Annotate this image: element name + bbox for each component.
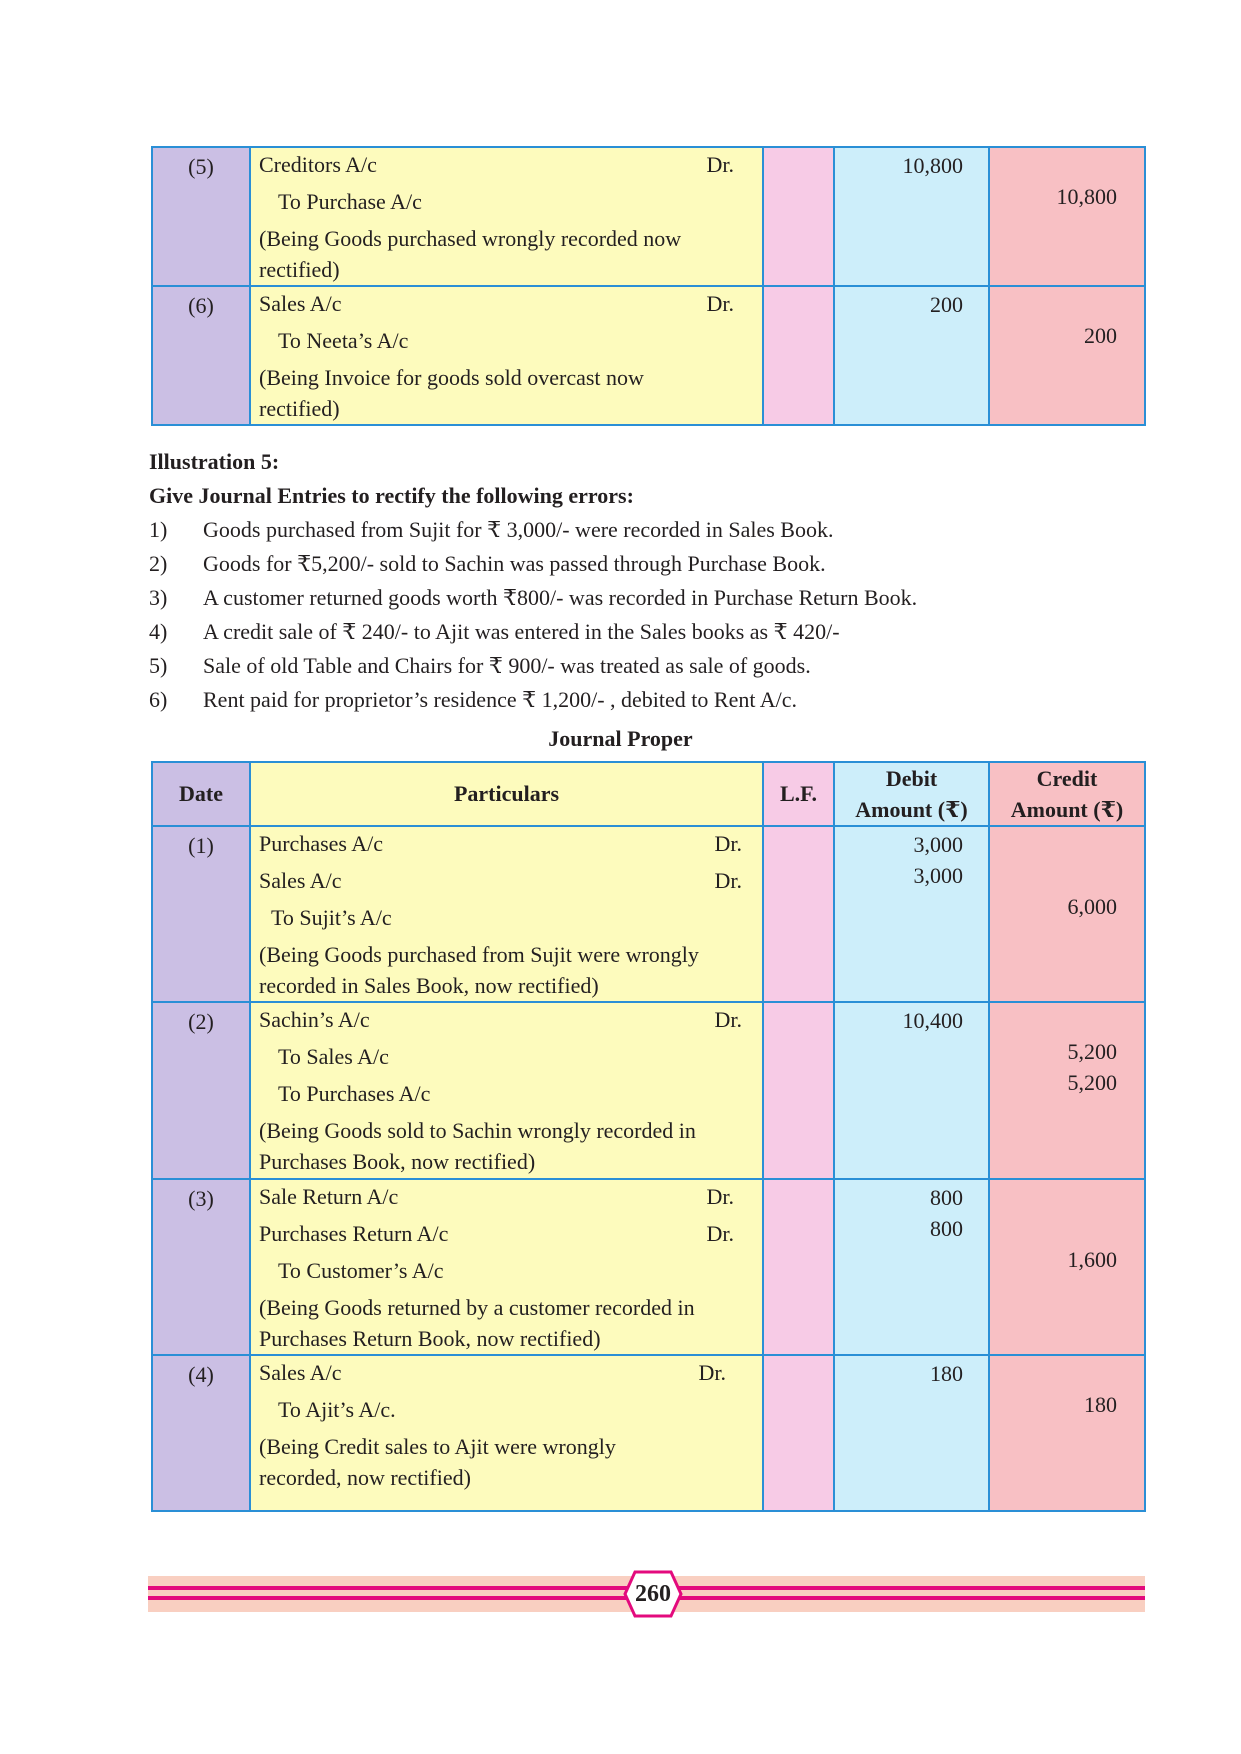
debit-account-line: Sachin’s A/c Dr.	[259, 1007, 742, 1032]
journal-header-row	[152, 762, 1145, 826]
entry-particulars	[250, 147, 763, 286]
debit-account-line: Purchases A/c Dr.	[259, 831, 742, 856]
credit-account-line: To Customer’s A/c	[278, 1258, 444, 1283]
entry-date: (1)	[152, 826, 250, 1002]
header-particulars: Particulars	[250, 762, 763, 826]
error-item: 5) Sale of old Table and Chairs for ₹ 900/- was treated as sale of goods.	[149, 653, 811, 678]
entry-date: (3)	[152, 1179, 250, 1355]
ledger-folio	[763, 1002, 834, 1179]
page-number: 260	[635, 1581, 671, 1607]
narration: (Being Goods purchased from Sujit were wrongly recorded in Sales Book, now rectified)	[259, 942, 699, 998]
debit-amount: 180	[834, 1355, 989, 1511]
error-list	[149, 513, 1149, 717]
debit-amount: 200	[834, 286, 989, 425]
credit-account-line: To Ajit’s A/c.	[278, 1397, 396, 1422]
debit-account-line: Creditors A/c Dr.	[259, 152, 734, 177]
journal-entry-2	[152, 1002, 1145, 1179]
illustration-title: Illustration 5:	[149, 449, 280, 474]
credit-account-line: To Sales A/c	[278, 1044, 389, 1069]
journal-proper-table	[151, 761, 1146, 1512]
debit-amount: 800 800	[834, 1179, 989, 1355]
ledger-folio	[763, 1355, 834, 1511]
ledger-folio	[763, 147, 834, 286]
credit-amount: 6,000	[989, 826, 1145, 1002]
debit-amount: 3,000 3,000	[834, 826, 989, 1002]
narration: (Being Credit sales to Ajit were wrongly recorded, now rectified)	[259, 1434, 616, 1490]
entry-particulars	[250, 1002, 763, 1179]
ledger-folio	[763, 286, 834, 425]
header-date: Date	[152, 762, 250, 826]
credit-account-line: To Sujit’s A/c	[271, 905, 392, 930]
journal-entry-5	[152, 147, 1145, 286]
illustration-instruction: Give Journal Entries to rectify the following errors:	[149, 483, 634, 508]
credit-amount: 200	[989, 286, 1145, 425]
entry-date: (2)	[152, 1002, 250, 1179]
entry-date: (5)	[152, 147, 250, 286]
debit-account-line: Sale Return A/c Dr.	[259, 1184, 734, 1209]
debit-account-line: Sales A/c Dr.	[259, 291, 734, 316]
entry-particulars	[250, 286, 763, 425]
narration: (Being Goods returned by a customer recorded in Purchases Return Book, now rectified)	[259, 1295, 695, 1351]
journal-entry-1	[152, 826, 1145, 1002]
debit-account-line: Purchases Return A/c Dr.	[259, 1221, 734, 1246]
debit-amount: 10,800	[834, 147, 989, 286]
entry-particulars	[250, 826, 763, 1002]
credit-amount: 1,600	[989, 1179, 1145, 1355]
journal-entry-6	[152, 286, 1145, 425]
entry-date: (4)	[152, 1355, 250, 1511]
header-debit: Debit Amount (₹)	[834, 762, 989, 826]
debit-account-line: Sales A/c Dr.	[259, 868, 742, 893]
entry-date: (6)	[152, 286, 250, 425]
credit-account-line: To Purchase A/c	[278, 189, 422, 214]
continued-journal-table	[151, 146, 1146, 426]
credit-account-line: To Purchases A/c	[278, 1081, 431, 1106]
error-item: 2) Goods for ₹5,200/- sold to Sachin was passed through Purchase Book.	[149, 551, 826, 576]
ledger-folio	[763, 1179, 834, 1355]
header-lf: L.F.	[763, 762, 834, 826]
narration: (Being Goods sold to Sachin wrongly recorded in Purchases Book, now rectified)	[259, 1118, 696, 1174]
journal-entry-3	[152, 1179, 1145, 1355]
journal-entry-4	[152, 1355, 1145, 1511]
header-credit: Credit Amount (₹)	[989, 762, 1145, 826]
credit-amount: 180	[989, 1355, 1145, 1511]
error-item: 4) A credit sale of ₹ 240/- to Ajit was entered in the Sales books as ₹ 420/-	[149, 619, 840, 644]
illustration-block	[149, 445, 1149, 717]
narration: (Being Invoice for goods sold overcast now rectified)	[259, 365, 644, 421]
error-item: 1) Goods purchased from Sujit for ₹ 3,000/- were recorded in Sales Book.	[149, 517, 834, 542]
debit-amount: 10,400	[834, 1002, 989, 1179]
page-footer	[148, 1576, 1145, 1612]
debit-account-line: Sales A/c Dr.	[259, 1360, 726, 1385]
journal-title: Journal Proper	[548, 726, 693, 751]
credit-amount: 10,800	[989, 147, 1145, 286]
narration: (Being Goods purchased wrongly recorded now rectified)	[259, 226, 682, 282]
credit-account-line: To Neeta’s A/c	[278, 328, 409, 353]
entry-particulars	[250, 1179, 763, 1355]
entry-particulars	[250, 1355, 763, 1511]
error-item: 3) A customer returned goods worth ₹800/- was recorded in Purchase Return Book.	[149, 585, 918, 610]
credit-amount: 5,200 5,200	[989, 1002, 1145, 1179]
ledger-folio	[763, 826, 834, 1002]
error-item: 6) Rent paid for proprietor’s residence ₹ 1,200/- , debited to Rent A/c.	[149, 687, 797, 712]
